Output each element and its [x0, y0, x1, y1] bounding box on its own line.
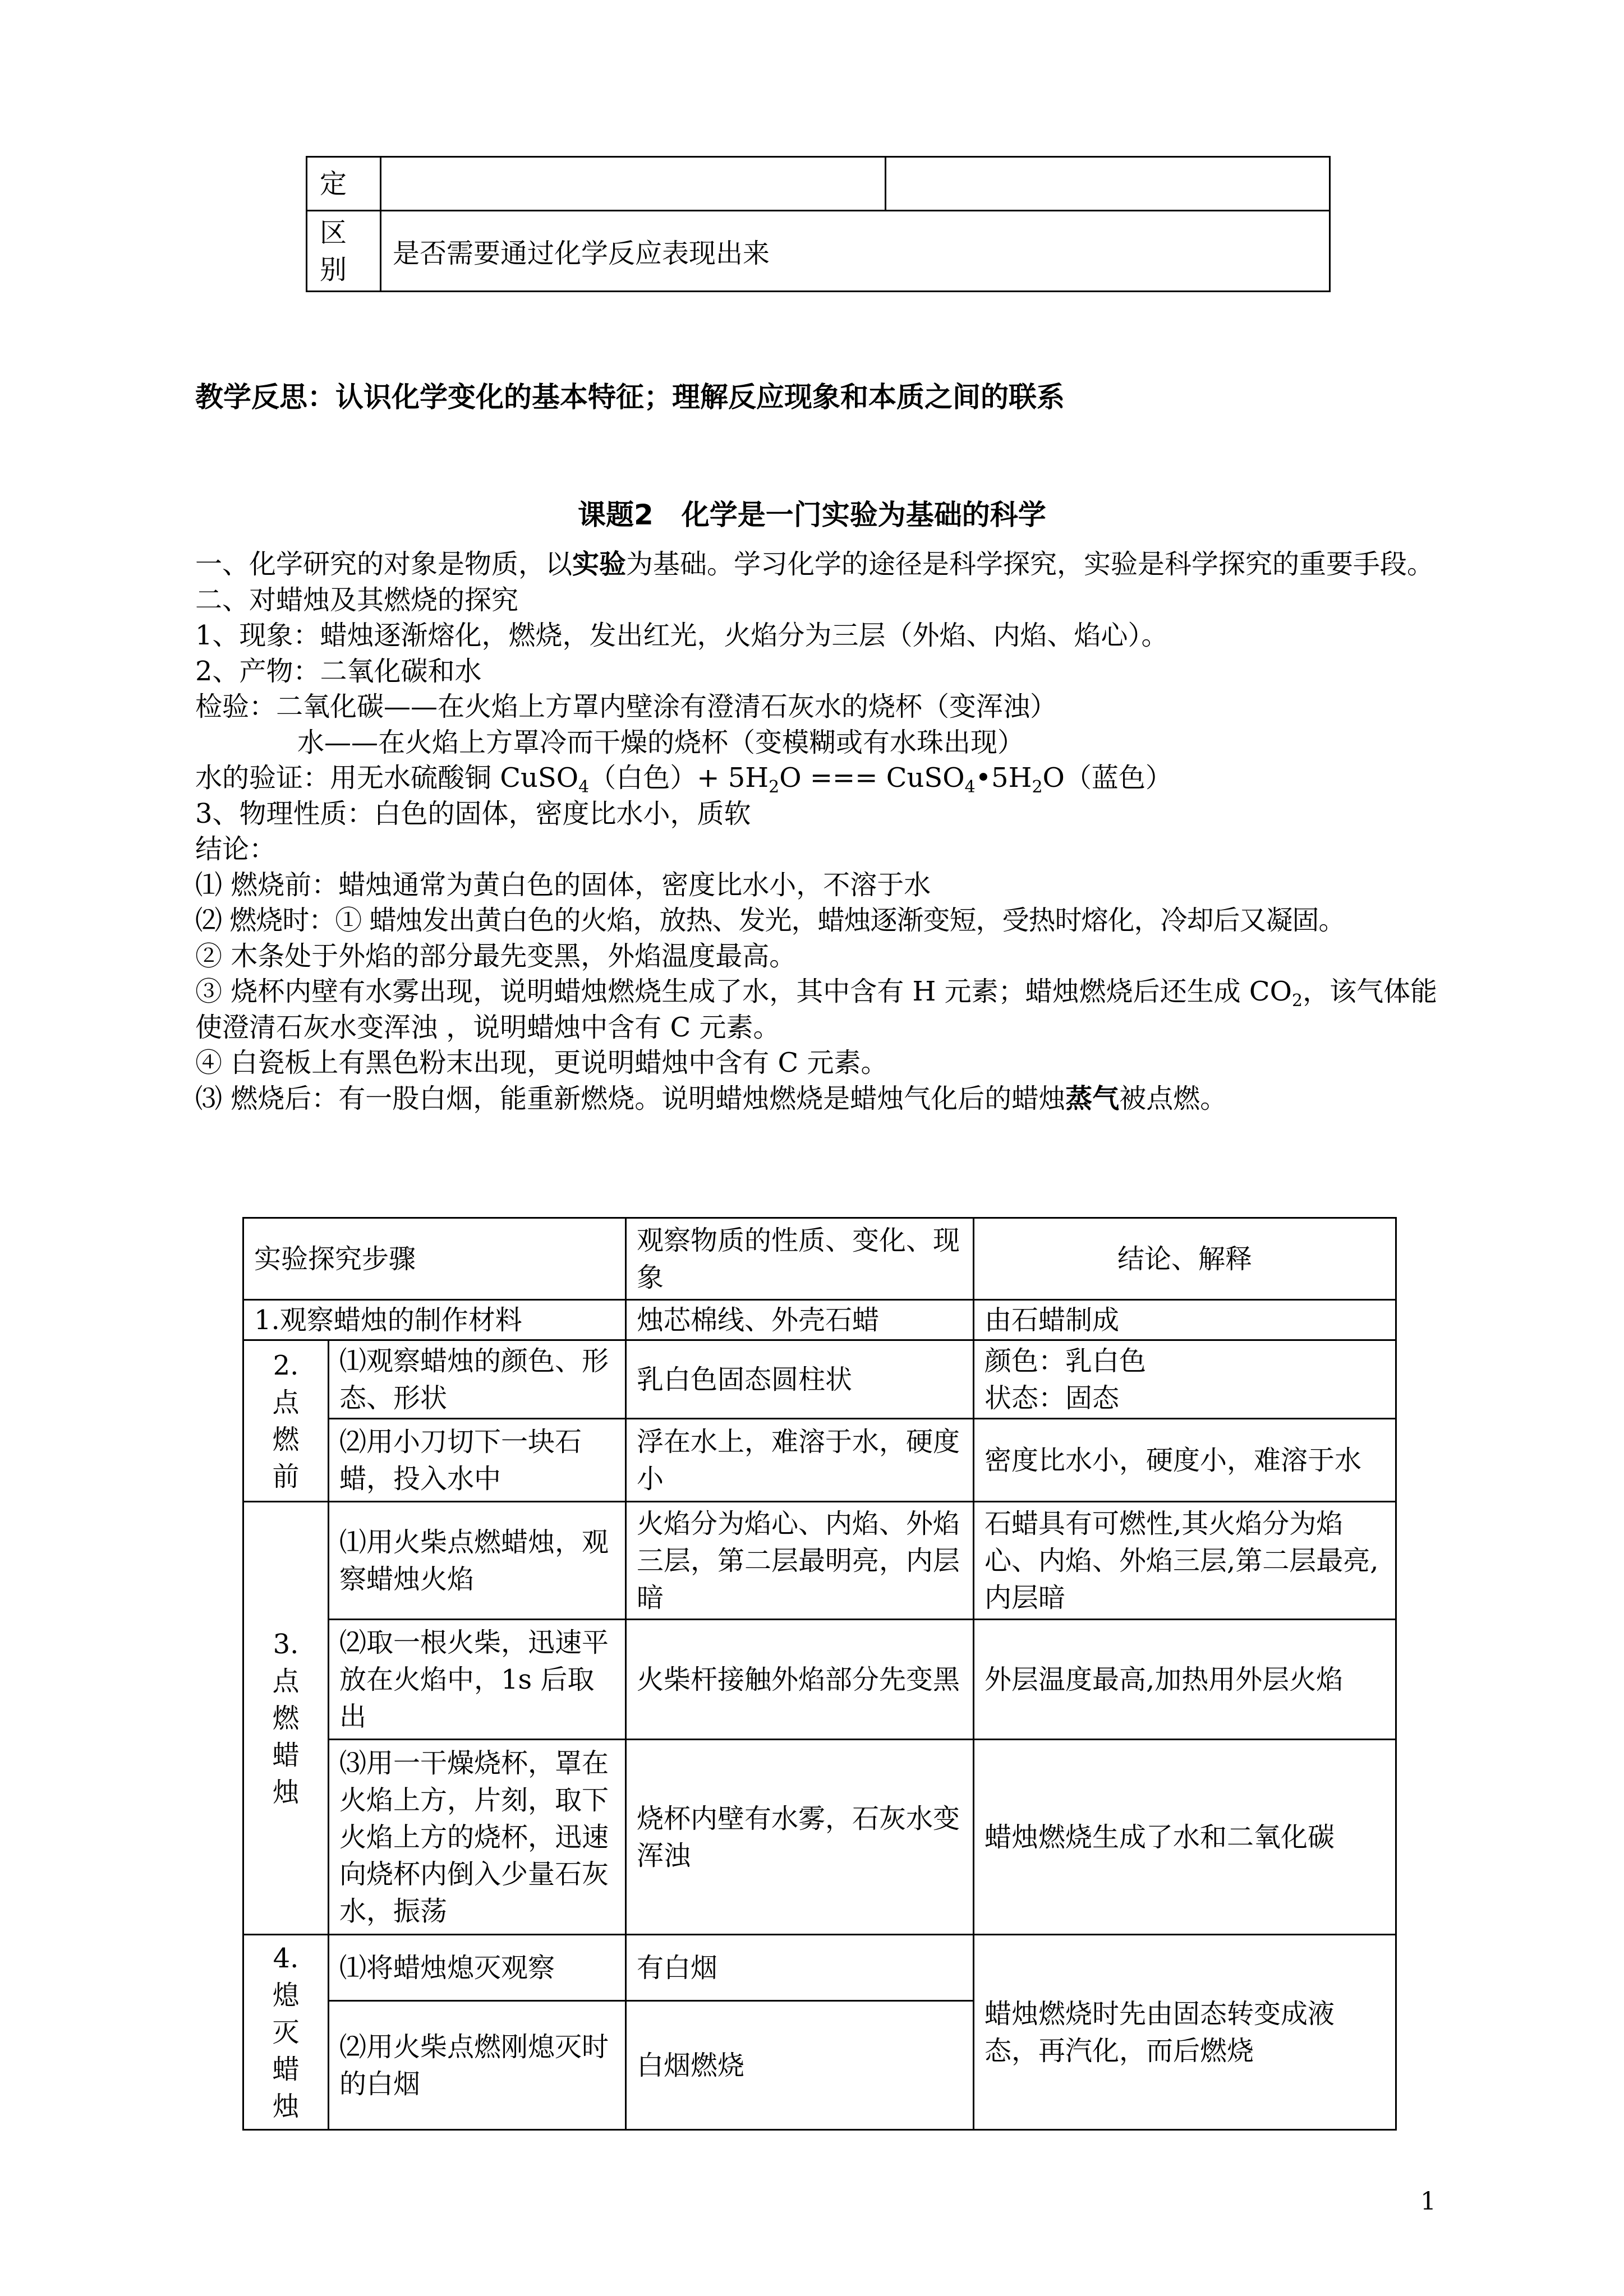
- table-cell: ⑶用一干燥烧杯，罩在火焰上方，片刻，取下火焰上方的烧杯，迅速向烧杯内倒入少量石灰水，振荡: [329, 1740, 626, 1935]
- table-header: 实验探究步骤: [243, 1218, 626, 1300]
- paragraph: 3、物理性质：白色的固体，密度比水小，质软: [195, 797, 751, 829]
- table-cell: 有白烟: [626, 1935, 974, 2001]
- cell-line: 状态：固态: [984, 1382, 1120, 1414]
- text: 一、化学研究的对象是物质，以: [195, 548, 573, 580]
- table-cell: 乳白色固态圆柱状: [626, 1340, 974, 1419]
- table-cell: [886, 157, 1330, 211]
- group-label-text: 4.熄灭蜡烛: [272, 1942, 300, 2122]
- paragraph: 检验：二氧化碳——在火焰上方罩内壁涂有澄清石灰水的烧杯（变浑浊）: [195, 691, 1057, 722]
- group-label-text: 3.点燃蜡烛: [272, 1628, 300, 1808]
- table-cell: ⑴观察蜡烛的颜色、形态、形状: [329, 1340, 626, 1419]
- lesson-body: [195, 547, 1452, 1117]
- paragraph: 1、现象：蜡烛逐渐熔化，燃烧，发出红光，火焰分为三层（外焰、内焰、焰心）。: [195, 620, 1168, 651]
- paragraph: [195, 547, 1452, 583]
- text: ，该气体能使澄清石灰水变浑浊 ，说明蜡烛中含有 C 元素。: [195, 976, 1438, 1043]
- text: 为基础。学习化学的途径是科学探究，实验是科学探究的重要手段。: [626, 548, 1434, 580]
- paragraph: ④ 白瓷板上有黑色粉末出现，更说明蜡烛中含有 C 元素。: [195, 1047, 888, 1078]
- emphasis-text: 实验: [572, 548, 627, 580]
- group-label: [243, 1502, 329, 1935]
- teaching-reflection: 教学反思：认识化学变化的基本特征；理解反应现象和本质之间的联系: [195, 381, 1065, 413]
- table-cell: ⑵取一根火柴，迅速平放在火焰中，1s 后取出: [329, 1620, 626, 1740]
- table-cell: 蜡烛燃烧生成了水和二氧化碳: [974, 1740, 1396, 1935]
- paragraph: ② 木条处于外焰的部分最先变黑，外焰温度最高。: [195, 940, 797, 972]
- text: •5H: [975, 762, 1032, 794]
- page-number: 1: [1420, 2187, 1436, 2216]
- table-header: 观察物质的性质、变化、现象: [626, 1218, 974, 1300]
- paragraph: [195, 760, 1452, 796]
- paragraph: [195, 974, 1452, 1045]
- paragraph: 2、产物：二氧化碳和水: [195, 655, 482, 687]
- text: O === CuSO: [779, 762, 965, 794]
- subscript: 2: [1291, 991, 1303, 1011]
- paragraph: [195, 1081, 1452, 1117]
- table-cell: 是否需要通过化学反应表现出来: [381, 211, 1330, 292]
- cell-line: 颜色：乳白色: [984, 1345, 1147, 1377]
- table-cell: 外层温度最高,加热用外层火焰: [974, 1620, 1396, 1740]
- section-title: 课题2 化学是一门实验为基础的科学: [578, 499, 1046, 531]
- table-cell: 1.观察蜡烛的制作材料: [243, 1300, 626, 1340]
- experiment-table: [242, 1217, 1397, 2131]
- text: 水的验证：用无水硫酸铜 CuSO: [195, 762, 579, 794]
- table-cell: 烛芯棉线、外壳石蜡: [626, 1300, 974, 1340]
- subscript: 4: [578, 777, 590, 797]
- cell-text: 区别: [320, 216, 347, 285]
- table-cell: 浮在水上，难溶于水，硬度小: [626, 1419, 974, 1502]
- table-cell: [307, 211, 381, 292]
- table-cell: ⑴将蜡烛熄灭观察: [329, 1935, 626, 2001]
- table-cell: 定: [307, 157, 381, 211]
- table-cell: 石蜡具有可燃性,其火焰分为焰心、内焰、外焰三层,第二层最亮,内层暗: [974, 1502, 1396, 1620]
- table-cell: ⑵用火柴点燃刚熄灭时的白烟: [329, 2001, 626, 2130]
- top-fragment-table: [306, 156, 1331, 292]
- text: ③ 烧杯内壁有水雾出现，说明蜡烛燃烧生成了水，其中含有 H 元素；蜡烛燃烧后还生成 CO: [195, 976, 1292, 1007]
- subscript: 4: [964, 777, 976, 797]
- group-label-text: 2.点燃前: [272, 1349, 300, 1492]
- table-cell: 密度比水小，硬度小，难溶于水: [974, 1419, 1396, 1502]
- text: ⑶ 燃烧后：有一股白烟，能重新燃烧。说明蜡烛燃烧是蜡烛气化后的蜡烛: [195, 1082, 1066, 1114]
- text: （白色）+ 5H: [589, 762, 769, 794]
- group-label: [243, 1935, 329, 2130]
- table-cell: ⑴用火柴点燃蜡烛，观察蜡烛火焰: [329, 1502, 626, 1620]
- subscript: 2: [769, 777, 780, 797]
- paragraph: 二、对蜡烛及其燃烧的探究: [195, 584, 519, 616]
- paragraph: 水——在火焰上方罩冷而干燥的烧杯（变模糊或有水珠出现）: [297, 726, 1025, 758]
- table-cell: ⑵用小刀切下一块石蜡，投入水中: [329, 1419, 626, 1502]
- table-cell: 火柴杆接触外焰部分先变黑: [626, 1620, 974, 1740]
- paragraph: ⑴ 燃烧前：蜡烛通常为黄白色的固体，密度比水小，不溶于水: [195, 869, 931, 901]
- text: O（蓝色）: [1042, 762, 1172, 794]
- table-cell: 由石蜡制成: [974, 1300, 1396, 1340]
- table-cell: 蜡烛燃烧时先由固态转变成液态，再汽化，而后燃烧: [974, 1935, 1396, 2130]
- group-label: [243, 1340, 329, 1502]
- table-header: 结论、解释: [974, 1218, 1396, 1300]
- paragraph: ⑵ 燃烧时：① 蜡烛发出黄白色的火焰，放热、发光，蜡烛逐渐变短，受热时熔化，冷却后又凝固。: [195, 905, 1345, 936]
- table-cell: 烧杯内壁有水雾，石灰水变浑浊: [626, 1740, 974, 1935]
- text: 被点燃。: [1119, 1082, 1227, 1114]
- subscript: 2: [1032, 777, 1043, 797]
- table-cell: [381, 157, 886, 211]
- table-cell: 火焰分为焰心、内焰、外焰三层，第二层最明亮，内层暗: [626, 1502, 974, 1620]
- table-cell: 白烟燃烧: [626, 2001, 974, 2130]
- paragraph: 结论：: [195, 833, 277, 865]
- emphasis-text: 蒸气: [1065, 1082, 1120, 1114]
- table-cell: [974, 1340, 1396, 1419]
